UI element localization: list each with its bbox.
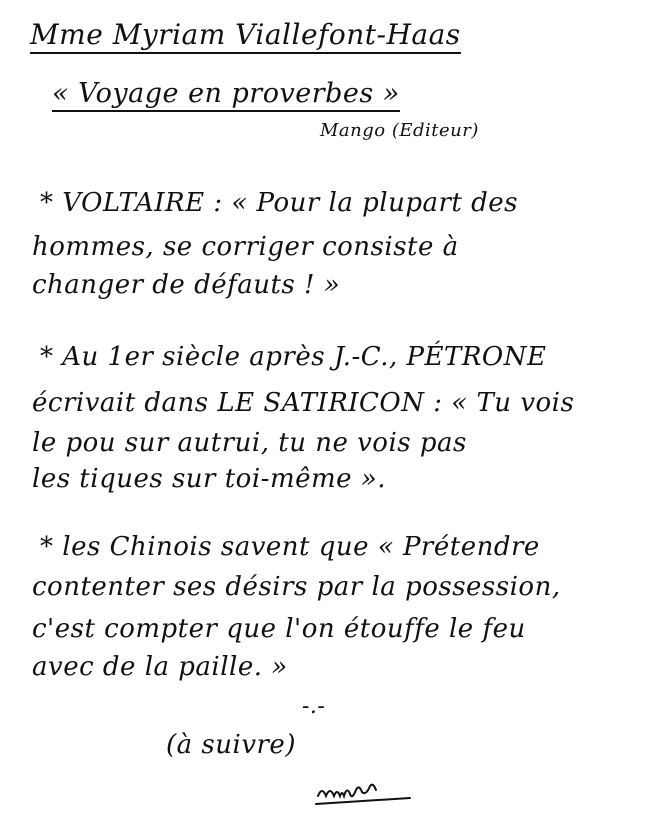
bullet-icon: * <box>40 188 54 218</box>
quote-line: changer de défauts ! » <box>32 270 341 300</box>
quote-line: hommes, se corriger consiste à <box>32 232 459 262</box>
quote-line: avec de la paille. » <box>32 652 288 682</box>
quote-line <box>40 188 518 218</box>
quote-line: c'est compter que l'on étouffe le feu <box>32 614 526 644</box>
separator: -.- <box>302 694 326 719</box>
author-line <box>30 18 461 51</box>
quote-line: contenter ses désirs par la possession, <box>32 572 561 602</box>
quote-line <box>40 532 540 562</box>
signature-icon <box>310 770 420 810</box>
author-name: Mme Myriam Viallefont-Haas <box>30 18 461 54</box>
quote-line <box>40 342 546 372</box>
quote-line: écrivait dans LE SATIRICON : « Tu vois <box>32 388 575 418</box>
quote-text: Au 1er siècle après J.-C., PÉTRONE <box>62 342 547 372</box>
bullet-icon: * <box>40 342 54 372</box>
quote-line: les tiques sur toi-même ». <box>32 464 386 494</box>
continued-note: (à suivre) <box>166 730 296 760</box>
publisher: Mango (Editeur) <box>320 120 479 141</box>
quote-line: le pou sur autrui, tu ne vois pas <box>32 428 467 458</box>
book-title: « Voyage en proverbes » <box>52 78 400 109</box>
quote-text: VOLTAIRE : « Pour la plupart des <box>62 188 519 218</box>
bullet-icon: * <box>40 532 54 562</box>
quote-text: les Chinois savent que « Prétendre <box>62 532 540 562</box>
